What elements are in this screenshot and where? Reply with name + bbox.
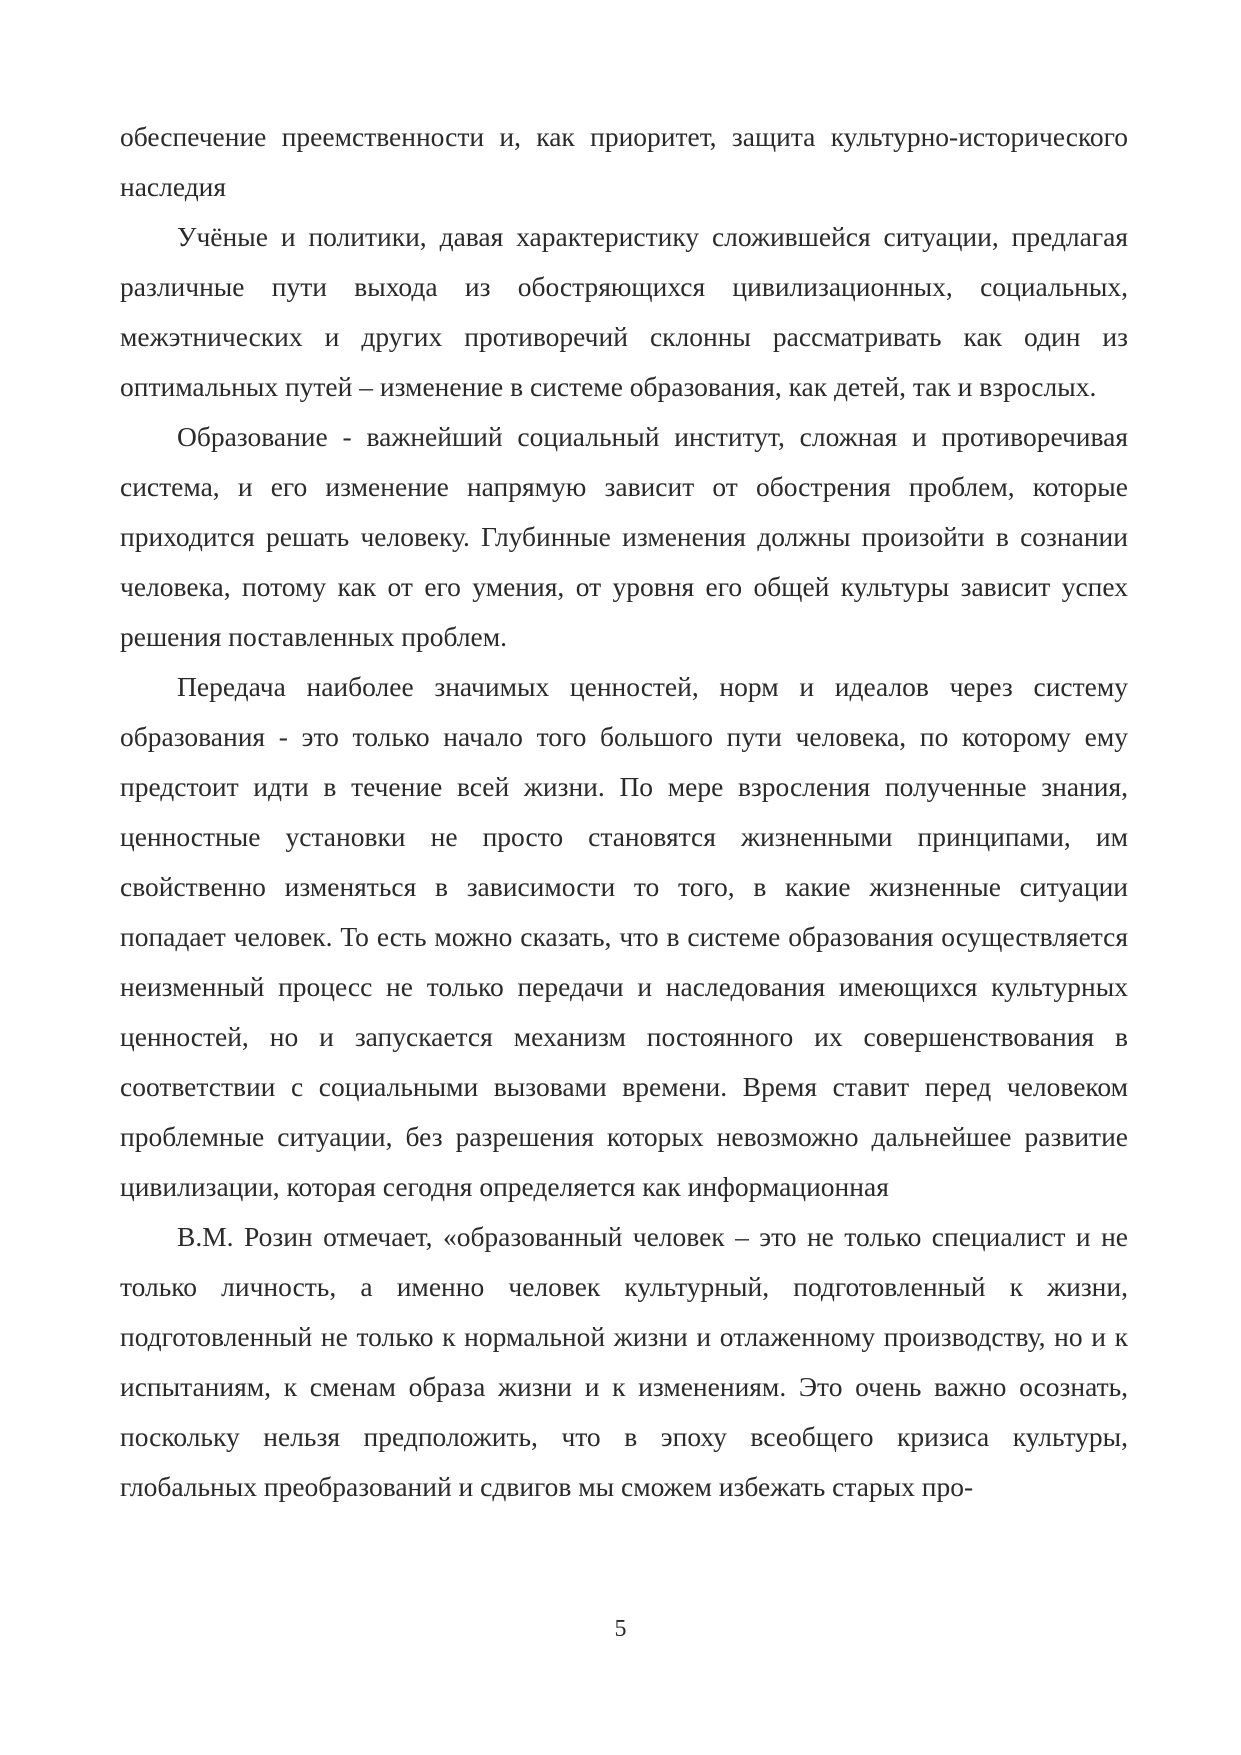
page-number: 5	[614, 1616, 627, 1642]
paragraph-continuation: обеспечение преемственности и, как приоритет, защита культурно-исторического наследия	[120, 121, 1128, 202]
paragraph-values-transmission: Передача наиболее значимых ценностей, норм и идеалов через систему образования - это только начало того большого пути человека, по которому ему предстоит идти в течение всей жизни. По мере взросления полученные знания, ценностные установки не просто становятся жизненными принципами, им свойственно изменяться в зависимости то того, в какие жизненные ситуации попадает человек. То есть можно сказать, что в системе образования осуществляется неизменный процесс не только передачи и наследования имеющихся культурных ценностей, но и запускается механизм постоянного их совершенствования в соответствии с социальными вызовами времени. Время ставит перед человеком проблемные ситуации, без разрешения которых невозможно дальнейшее развитие цивилизации, которая сегодня определяется как информационная	[120, 671, 1128, 1202]
paragraph-scientists-politicians: Учёные и политики, давая характеристику сложившейся ситуации, предлагая различные пути выхода из обостряющихся цивилизационных, социальных, межэтнических и других противоречий склонны рассматривать как один из оптимальных путей – изменение в системе образования, как детей, так и взрослых.	[120, 221, 1128, 402]
paragraph-education-institution: Образование - важнейший социальный институт, сложная и противоречивая система, и его изменение напрямую зависит от обострения проблем, которые приходится решать человеку. Глубинные изменения должны произойти в сознании человека, потому как от его умения, от уровня его общей культуры зависит успех решения поставленных проблем.	[120, 421, 1128, 652]
paragraph-rozin-quote: В.М. Розин отмечает, «образованный человек – это не только специалист и не только личность, а именно человек культурный, подготовленный к жизни, подготовленный не только к нормальной жизни и отлаженному производству, но и к испытаниям, к сменам образа жизни и к изменениям. Это очень важно осознать, поскольку нельзя предположить, что в эпоху всеобщего кризиса культуры, глобальных преобразований и сдвигов мы сможем избежать старых про-	[120, 1221, 1128, 1502]
body-text	[120, 112, 1128, 1512]
